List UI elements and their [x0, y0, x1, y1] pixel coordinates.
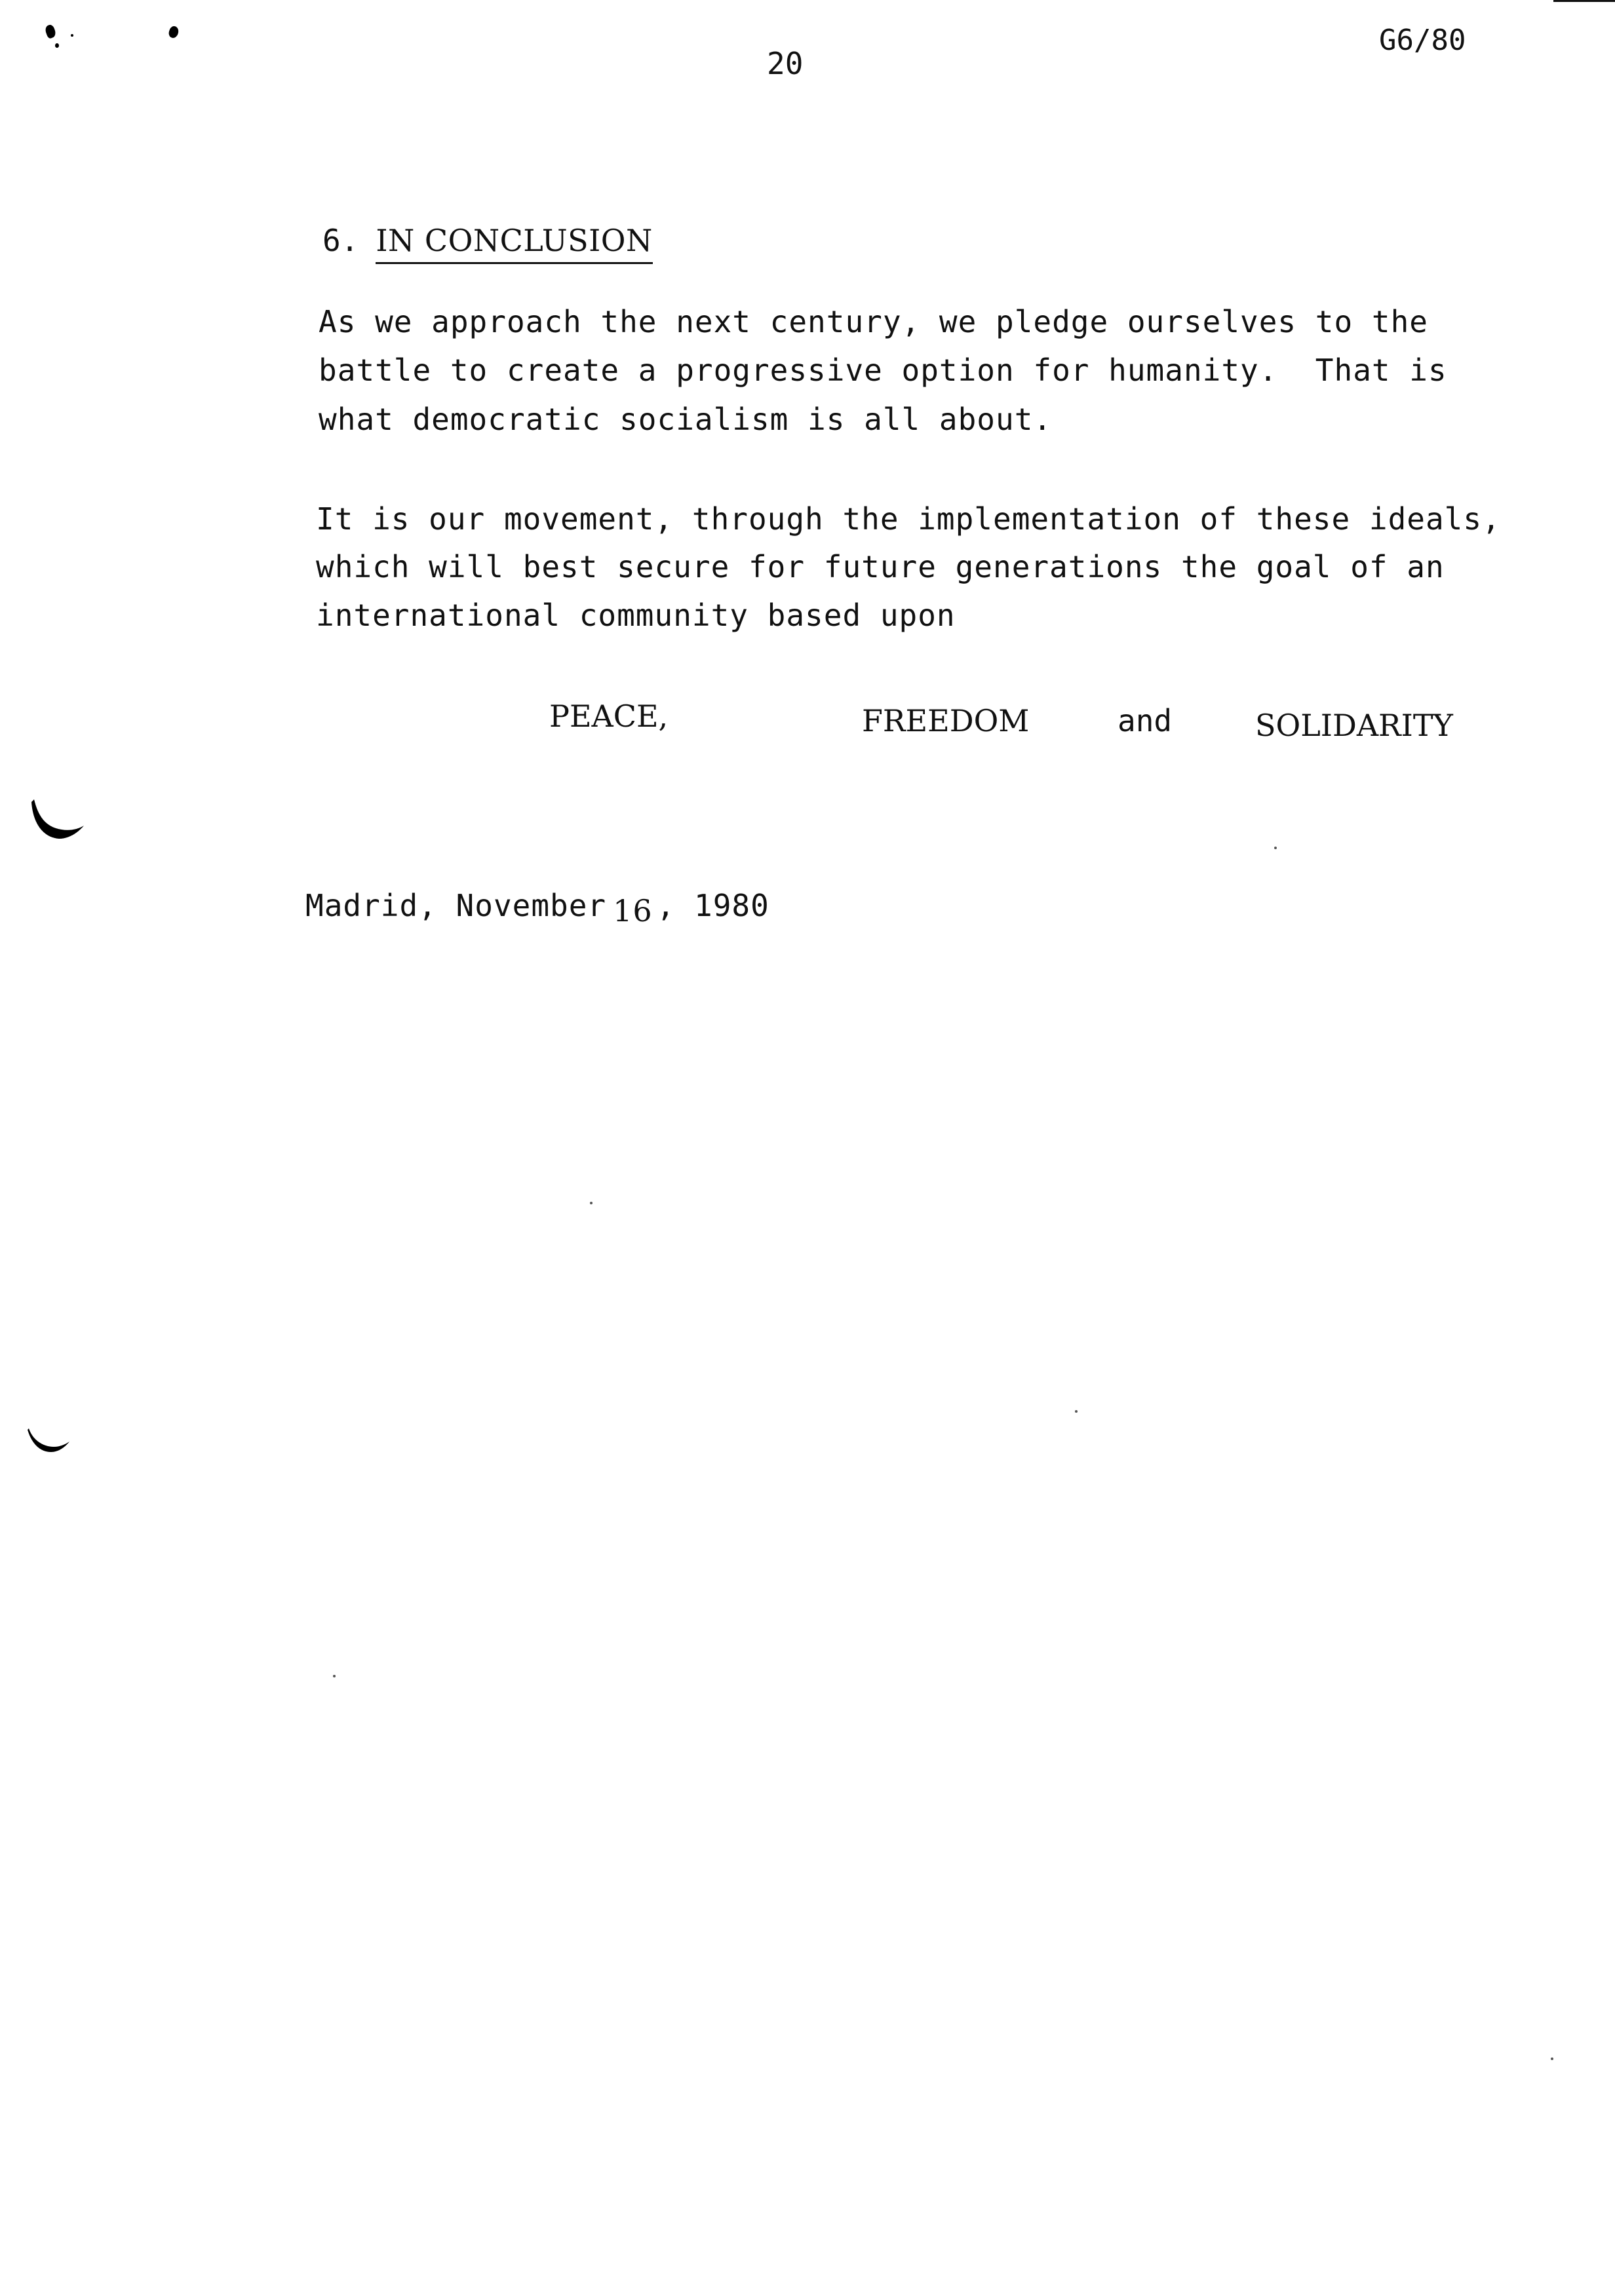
scan-mark [71, 34, 73, 37]
page-number: 20 [767, 46, 804, 81]
scan-mark-crescent [29, 795, 88, 841]
section-title: IN CONCLUSION [376, 223, 652, 264]
place-and-date [305, 888, 769, 928]
motto-freedom: FREEDOM [862, 703, 1030, 738]
paragraph-2-line: international community based upon [316, 598, 956, 633]
paragraph-1-line: battle to create a progressive option for humanity. That is [319, 353, 1447, 388]
paragraph-2-line: which will best secure for future generations the goal of an [316, 549, 1445, 584]
scan-speck [333, 1675, 336, 1677]
scan-speck [1274, 847, 1277, 849]
scan-mark [167, 25, 180, 39]
paragraph-2-line: It is our movement, through the implementation of these ideals, [316, 501, 1501, 537]
scan-mark-crescent [26, 1426, 72, 1456]
date-year: , 1980 [656, 888, 769, 923]
paragraph-1-line: As we approach the next century, we pledge ourselves to the [319, 304, 1428, 339]
section-heading [322, 223, 653, 264]
scan-mark [55, 43, 59, 48]
motto-solidarity: SOLIDARITY [1255, 708, 1453, 743]
date-day: 16 [613, 893, 653, 928]
motto-peace: PEACE, [549, 698, 669, 734]
section-number: 6. [322, 223, 359, 258]
document-reference: G6/80 [1379, 24, 1466, 57]
corner-rule [1553, 0, 1615, 2]
scan-speck [1551, 2057, 1553, 2060]
scan-mark [44, 24, 57, 39]
motto-and: and [1118, 703, 1173, 738]
scan-speck [1075, 1410, 1078, 1413]
scan-speck [590, 1202, 593, 1204]
place-month: Madrid, November [305, 888, 607, 923]
paragraph-1-line: what democratic socialism is all about. [319, 402, 1053, 437]
